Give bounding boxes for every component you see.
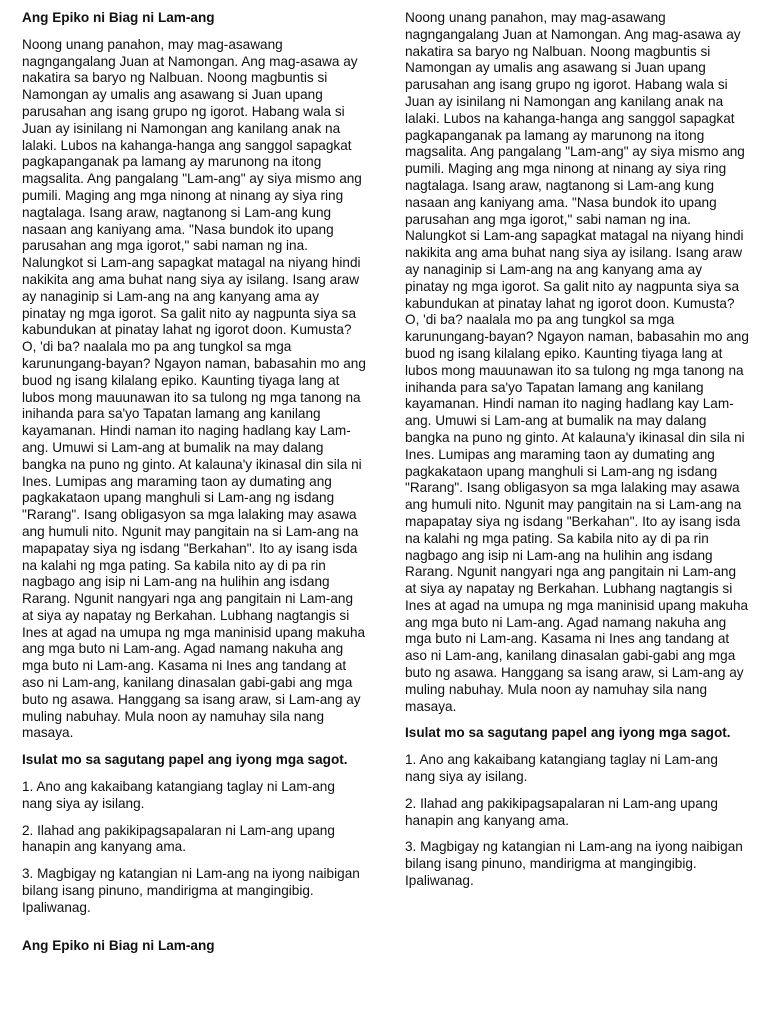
left-column xyxy=(22,10,366,927)
question-3: 3. Magbigay ng katangian ni Lam-ang na iyong naibigan bilang isang pinuno, mandirigma at mangingibig. Ipaliwanag. xyxy=(405,839,743,889)
story-paragraph: Noong unang panahon, may mag-asawang nagngangalang Juan at Namongan. Ang mag-asawa ay nakatira sa baryo ng Nalbuan. Noong magbuntis si Namongan ay umalis ang asawang si Juan upang parusahan ang isang grupo ng igorot. Habang wala si Juan ay isinilang ni Namongan ang kanilang anak na lalaki. Lubos na kahanga-hanga ang sanggol sapagkat pagkapanganak pa lamang ay marunong na itong magsalita. Ang pangalang "Lam-ang" ay siya mismo ang pumili. Maging ang mga ninong at ninang ay siya ring nagtalaga. Isang araw, nagtanong si Lam-ang kung nasaan ang kaniyang ama. "Nasa bundok ito upang parusahan ang mga igorot," sabi naman ng ina. Nalungkot si Lam-ang sapagkat matagal na niyang hindi nakikita ang ama buhat nang siya ay isilang. Isang araw ay nanaginip si Lam-ang na ang kanyang ama ay pinatay ng mga igorot. Sa galit nito ay nagpunta siya sa kabundukan at pinatay lahat ng igorot doon. Kumusta? O, 'di ba? naalala mo pa ang tungkol sa mga karunungang-bayan? Ngayon naman, babasahin mo ang buod ng isang kilalang epiko. Kaunting tiyaga lang at lubos mong mauunawan ito sa tulong ng mga tanong na inihanda para sa'yo Tapatan lamang ang kanilang kayamanan. Hindi naman ito naging hadlang kay Lam-ang. Umuwi si Lam-ang at bumalik na may dalang bangka na puno ng ginto. At kalauna'y ikinasal din sila ni Ines. Lumipas ang maraming taon ay dumating ang pagkakataon upang manghuli si Lam-ang ng isdang "Rarang". Isang obligasyon sa mga lalaking may asawa ang humuli nito. Ngunit may pangitain na si Lam-ang na mapapatay siya ng isdang "Berkahan". Ito ay isang isda na kalahi ng mga pating. Sa kabila nito ay di pa rin nagbago ang isip ni Lam-ang na hulihin ang isdang Rarang. Ngunit nangyari nga ang pangitain ni Lam-ang at siya ay napatay ng Berkahan. Lubhang nagtangis si Ines at agad na umupa ng mga maninisid upang makuha ang mga buto ni Lam-ang. Agad namang nakuha ang mga buto ni Lam-ang. Kasama ni Ines ang tandang at aso ni Lam-ang, kanilang dinasalan gabi-gabi ang mga buto ng asawa. Hanggang sa isang araw, si Lam-ang ay muling nabuhay. Mula noon ay namuhay sila nang masaya. xyxy=(405,10,749,714)
story-title: Ang Epiko ni Biag ni Lam-ang xyxy=(22,10,215,25)
question-3: 3. Magbigay ng katangian ni Lam-ang na iyong naibigan bilang isang pinuno, mandirigma at mangingibig. Ipaliwanag. xyxy=(22,866,360,915)
question-2: 2. Ilahad ang pakikipagsapalaran ni Lam-ang upang hanapin ang kanyang ama. xyxy=(22,822,335,855)
right-column xyxy=(405,10,749,900)
question-1: 1. Ano ang kakaibang katangiang taglay ni Lam-ang nang siya ay isilang. xyxy=(22,779,335,811)
instructions: Isulat mo sa sagutang papel ang iyong mga sagot. xyxy=(405,725,731,741)
question-1: 1. Ano ang kakaibang katangiang taglay ni Lam-ang nang siya ay isilang. xyxy=(405,752,718,785)
question-2: 2. Ilahad ang pakikipagsapalaran ni Lam-ang upang hanapin ang kanyang ama. xyxy=(405,795,718,828)
repeated-story-title: Ang Epiko ni Biag ni Lam-ang xyxy=(22,938,215,953)
story-paragraph: Noong unang panahon, may mag-asawang nagngangalang Juan at Namongan. Ang mag-asawa ay nakatira sa baryo ng Nalbuan. Noong magbuntis si Namongan ay umalis ang asawang si Juan upang parusahan ang isang grupo ng igorot. Habang wala si Juan ay isinilang ni Namongan ang kanilang anak na lalaki. Lubos na kahanga-hanga ang sanggol sapagkat pagkapanganak pa lamang ay marunong na itong magsalita. Ang pangalang "Lam-ang" ay siya mismo ang pumili. Maging ang mga ninong at ninang ay siya ring nagtalaga. Isang araw, nagtanong si Lam-ang kung nasaan ang kaniyang ama. "Nasa bundok ito upang parusahan ang mga igorot," sabi naman ng ina. Nalungkot si Lam-ang sapagkat matagal na niyang hindi nakikita ang ama buhat nang siya ay isilang. Isang araw ay nanaginip si Lam-ang na ang kanyang ama ay pinatay ng mga igorot. Sa galit nito ay nagpunta siya sa kabundukan at pinatay lahat ng igorot doon. Kumusta? O, 'di ba? naalala mo pa ang tungkol sa mga karunungang-bayan? Ngayon naman, babasahin mo ang buod ng isang kilalang epiko. Kaunting tiyaga lang at lubos mong mauunawan ito sa tulong ng mga tanong na inihanda para sa'yo Tapatan lamang ang kanilang kayamanan. Hindi naman ito naging hadlang kay Lam-ang. Umuwi si Lam-ang at bumalik na may dalang bangka na puno ng ginto. At kalauna'y ikinasal din sila ni Ines. Lumipas ang maraming taon ay dumating ang pagkakataon upang manghuli si Lam-ang ng isdang "Rarang". Isang obligasyon sa mga lalaking may asawa ang humuli nito. Ngunit may pangitain na si Lam-ang na mapapatay siya ng isdang "Berkahan". Ito ay isang isda na kalahi ng mga pating. Sa kabila nito ay di pa rin nagbago ang isip ni Lam-ang na hulihin ang isdang Rarang. Ngunit nangyari nga ang pangitain ni Lam-ang at siya ay napatay ng Berkahan. Lubhang nagtangis si Ines at agad na umupa ng mga maninisid upang makuha ang mga buto ni Lam-ang. Agad namang nakuha ang mga buto ni Lam-ang. Kasama ni Ines ang tandang at aso ni Lam-ang, kanilang dinasalan gabi-gabi ang mga buto ng asawa. Hanggang sa isang araw, si Lam-ang ay muling nabuhay. Mula noon ay namuhay sila nang masaya. xyxy=(22,36,366,741)
instructions: Isulat mo sa sagutang papel ang iyong mga sagot. xyxy=(22,752,348,768)
